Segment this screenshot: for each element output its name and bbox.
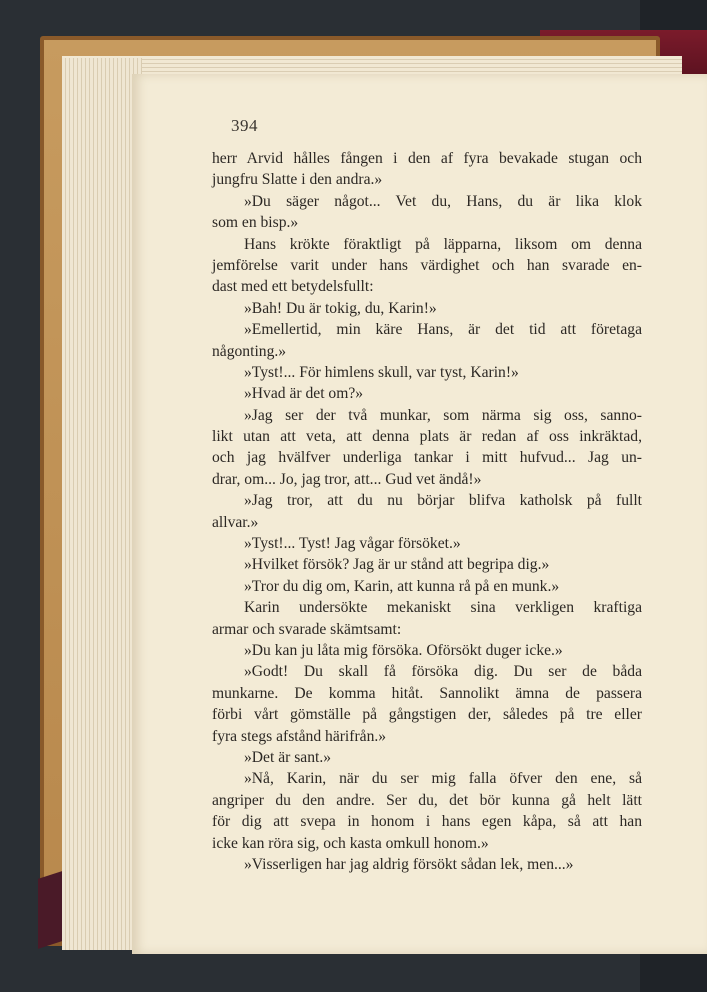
- text-line: jungfru Slatte i den andra.»: [212, 171, 383, 189]
- text-line: Hans krökte föraktligt på läpparna, liksom om denna: [244, 235, 642, 253]
- text-line: »Jag ser der två munkar, som närma sig oss, sanno-: [244, 406, 642, 424]
- text-line: »Hvad är det om?»: [244, 385, 364, 403]
- text-line: armar och svarade skämtsamt:: [212, 620, 402, 638]
- text-line: »Godt! Du skall få försöka dig. Du ser de båda: [244, 663, 642, 681]
- text-line: »Det är sant.»: [244, 748, 332, 766]
- text-line: någonting.»: [212, 342, 287, 360]
- text-line: dast med ett betydelsfullt:: [212, 278, 374, 296]
- text-line: icke kan röra sig, och kasta omkull honom.»: [212, 834, 489, 852]
- text-line: »Hvilket försök? Jag är ur stånd att begripa dig.»: [244, 556, 550, 574]
- text-line: och jag hvälfver underliga tankar i mitt hufvud... Jag un-: [212, 449, 642, 467]
- text-line: »Jag tror, att du nu börjar blifva katholsk på fullt: [244, 492, 642, 510]
- text-line: »Tyst!... Tyst! Jag vågar försöket.»: [244, 535, 461, 553]
- text-line: »Emellertid, min käre Hans, är det tid att företaga: [244, 321, 642, 339]
- text-line: jemförelse varit under hans värdighet och han svarade en-: [212, 256, 642, 274]
- text-line: Karin undersökte mekaniskt sina verkligen kraftiga: [244, 599, 642, 617]
- text-line: som en bisp.»: [212, 214, 299, 232]
- text-line: för dig att svepa in honom i hans egen kåpa, så att han: [212, 813, 642, 831]
- text-line: »Du kan ju låta mig försöka. Oförsökt duger icke.»: [244, 641, 563, 659]
- text-line: »Tyst!... För himlens skull, var tyst, Karin!»: [244, 363, 519, 381]
- page-number: 394: [231, 116, 258, 135]
- text-line: »Visserligen har jag aldrig försökt sådan lek, men...»: [244, 855, 574, 873]
- text-line: likt utan att veta, att denna plats är redan af oss inkräktad,: [212, 428, 642, 446]
- text-line: munkarne. De komma hitåt. Sannolikt ämna de passera: [212, 684, 642, 702]
- text-line: herr Arvid hålles fången i den af fyra bevakade stugan och: [212, 150, 642, 167]
- text-line: »Tror du dig om, Karin, att kunna rå på en munk.»: [244, 577, 560, 595]
- text-line: fyra stegs afstånd härifrån.»: [212, 727, 387, 745]
- text-line: »Nå, Karin, när du ser mig falla öfver den ene, så: [244, 770, 642, 788]
- text-line: »Bah! Du är tokig, du, Karin!»: [244, 299, 437, 317]
- text-line: drar, om... Jo, jag tror, att... Gud vet ändå!»: [212, 470, 482, 488]
- text-line: »Du säger något... Vet du, Hans, du är lika klok: [244, 192, 642, 210]
- text-line: angriper du den andre. Ser du, det bör kunna gå helt lätt: [212, 791, 642, 809]
- page-edges-left: [62, 58, 142, 950]
- text-line: förbi vårt gömställe på gångstigen der, således på tre eller: [212, 706, 642, 724]
- text-line: allvar.»: [212, 513, 259, 531]
- body-text: [212, 148, 642, 875]
